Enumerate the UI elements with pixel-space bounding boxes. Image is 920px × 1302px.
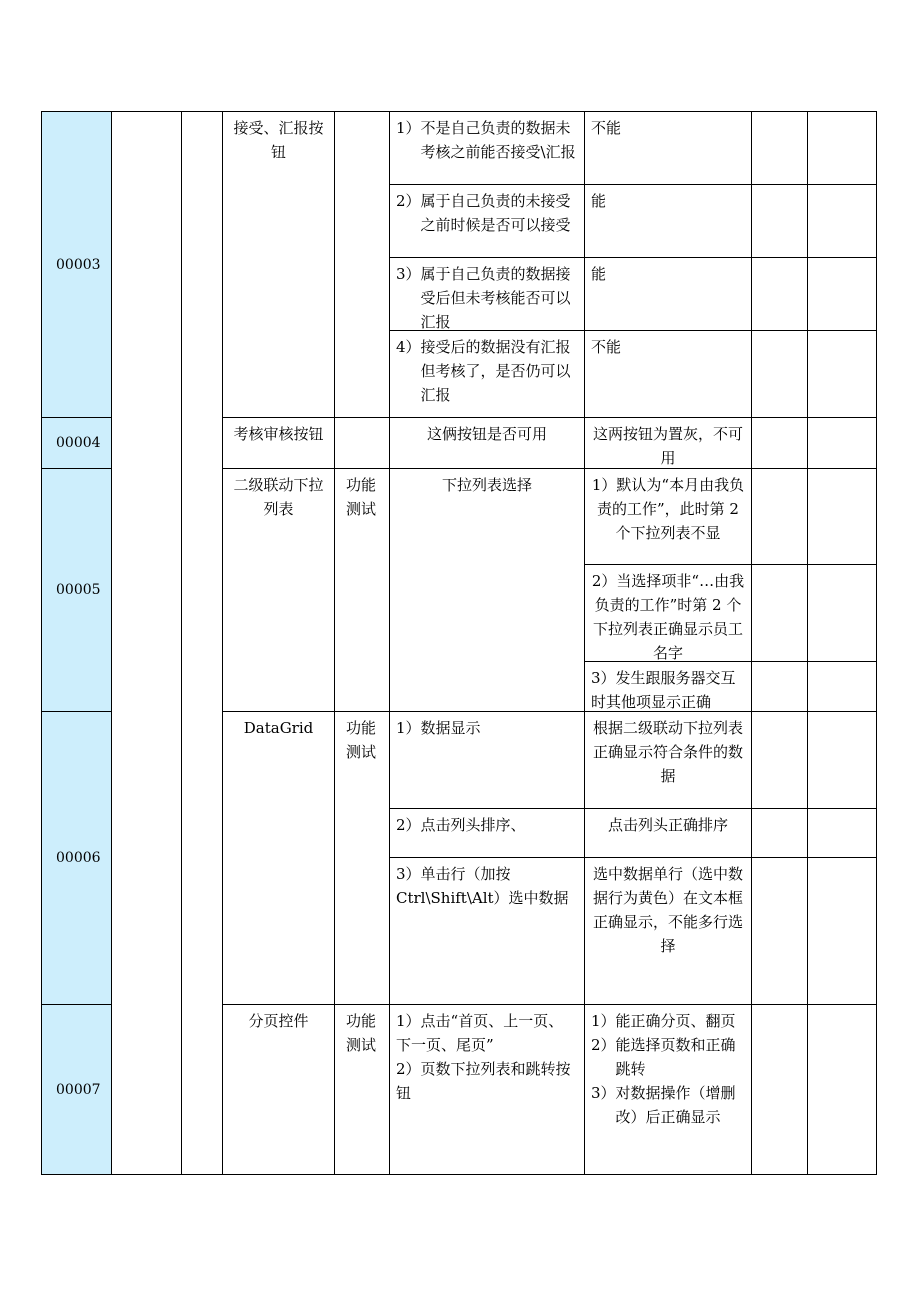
note-cell <box>807 184 877 258</box>
control-name <box>222 417 335 469</box>
note-cell <box>807 330 877 418</box>
case-id-00007 <box>41 1004 112 1175</box>
step-text: 不是自己负责的数据未考核之前能否接受\汇报 <box>420 119 576 161</box>
expected-result <box>584 257 752 331</box>
step-text: 属于自己负责的数据接受后但未考核能否可以汇报 <box>420 265 571 331</box>
test-type <box>334 711 390 1005</box>
expected-item <box>591 1081 745 1129</box>
test-type-text: 功能测试 <box>346 719 377 761</box>
expected-text: 不能 <box>591 119 622 137</box>
expected-text: 根据二级联动下拉列表正确显示符合条件的数据 <box>592 719 743 785</box>
result-cell <box>751 111 808 185</box>
step-text: 接受后的数据没有汇报但考核了，是否仍可以汇报 <box>420 338 571 404</box>
note-cell <box>807 857 877 1005</box>
control-name <box>222 468 335 712</box>
case-id-00003 <box>41 111 112 418</box>
step-text: 这俩按钮是否可用 <box>426 425 547 443</box>
expected-item <box>591 1009 745 1033</box>
case-id-text: 00003 <box>56 256 101 273</box>
result-cell <box>751 257 808 331</box>
test-step <box>389 857 585 1005</box>
test-type <box>334 468 390 712</box>
test-type-text: 功能测试 <box>346 476 377 518</box>
control-name <box>222 1004 335 1175</box>
control-name-text: 接受、汇报按钮 <box>233 119 324 161</box>
note-cell <box>807 111 877 185</box>
step-number: 2） <box>396 192 421 210</box>
step-text: 下拉列表选择 <box>441 476 532 494</box>
expected-result <box>584 330 752 418</box>
expected-text: 能正确分页、翻页 <box>615 1012 736 1030</box>
expected-text: 能 <box>591 192 607 210</box>
result-cell <box>751 661 808 712</box>
step-text: 2）页数下拉列表和跳转按钮 <box>396 1060 571 1102</box>
case-id-text: 00006 <box>56 850 101 866</box>
expected-result <box>584 711 752 809</box>
test-step <box>389 184 585 258</box>
expected-result <box>584 111 752 185</box>
step-text: 3）单击行（加按Ctrl\Shift\Alt）选中数据 <box>396 865 569 907</box>
expected-text: 不能 <box>591 338 622 356</box>
expected-item <box>591 1033 745 1081</box>
expected-text: 能 <box>591 265 607 283</box>
note-cell <box>807 257 877 331</box>
result-cell <box>751 184 808 258</box>
case-id-text: 00007 <box>56 1081 101 1098</box>
control-name-text: DataGrid <box>243 719 314 737</box>
expected-result <box>584 417 752 469</box>
test-type-text: 功能测试 <box>346 1012 377 1054</box>
test-step <box>389 711 585 809</box>
test-type <box>334 417 390 469</box>
result-cell <box>751 1004 808 1175</box>
step-text: 1）数据显示 <box>396 719 481 737</box>
test-step <box>389 330 585 418</box>
result-cell <box>751 330 808 418</box>
expected-result <box>584 184 752 258</box>
test-step <box>389 257 585 331</box>
step-text: 1）点击“首页、上一页、下一页、尾页” <box>396 1012 564 1054</box>
note-cell <box>807 1004 877 1175</box>
result-cell <box>751 808 808 858</box>
result-cell <box>751 857 808 1005</box>
control-name-text: 二级联动下拉列表 <box>233 476 324 518</box>
note-cell <box>807 661 877 712</box>
expected-text: 这两按钮为置灰，不可用 <box>592 425 743 467</box>
expected-result <box>584 564 752 662</box>
note-cell <box>807 564 877 662</box>
step-text: 属于自己负责的未接受之前时候是否可以接受 <box>420 192 571 234</box>
expected-text: 点击列头正确排序 <box>607 816 728 834</box>
expected-result <box>584 1004 752 1175</box>
step-number: 3） <box>396 265 421 283</box>
test-step <box>389 808 585 858</box>
step-number: 2） <box>591 1036 616 1054</box>
step-number: 3） <box>591 1084 616 1102</box>
control-name-text: 分页控件 <box>248 1012 309 1030</box>
case-id-text: 00005 <box>56 582 101 598</box>
expected-text: 选中数据单行（选中数据行为黄色）在文本框正确显示，不能多行选择 <box>592 865 743 955</box>
expected-text: 3）发生跟服务器交互时其他项显示正确 <box>591 669 736 711</box>
control-name <box>222 111 335 418</box>
test-type <box>334 1004 390 1175</box>
expected-result <box>584 661 752 712</box>
note-cell <box>807 417 877 469</box>
note-cell <box>807 468 877 565</box>
test-type <box>334 111 390 418</box>
test-step <box>389 468 585 712</box>
expected-text: 能选择页数和正确跳转 <box>615 1036 736 1078</box>
result-cell <box>751 417 808 469</box>
case-id-00005 <box>41 468 112 712</box>
expected-text: 对数据操作（增删改）后正确显示 <box>615 1084 736 1126</box>
expected-result <box>584 808 752 858</box>
test-step <box>389 1004 585 1175</box>
result-cell <box>751 468 808 565</box>
test-step <box>389 111 585 185</box>
step-number: 4） <box>396 338 421 356</box>
case-id-00004 <box>41 417 112 469</box>
step-number: 1） <box>396 119 421 137</box>
control-name-text: 考核审核按钮 <box>233 425 324 443</box>
result-cell <box>751 564 808 662</box>
result-cell <box>751 711 808 809</box>
case-id-00006 <box>41 711 112 1005</box>
expected-text: 2）当选择项非“…由我负责的工作”时第 2 个下拉列表正确显示员工名字 <box>591 572 745 662</box>
empty-column-b <box>181 111 223 1175</box>
empty-column-a <box>111 111 182 1175</box>
note-cell <box>807 711 877 809</box>
case-id-text: 00004 <box>56 435 101 451</box>
expected-result <box>584 857 752 1005</box>
control-name <box>222 711 335 1005</box>
note-cell <box>807 808 877 858</box>
step-number: 1） <box>591 1012 616 1030</box>
step-text: 2）点击列头排序、 <box>396 816 526 834</box>
expected-result <box>584 468 752 565</box>
expected-text: 1）默认为“本月由我负责的工作”，此时第 2 个下拉列表不显 <box>591 476 745 542</box>
test-step <box>389 417 585 469</box>
